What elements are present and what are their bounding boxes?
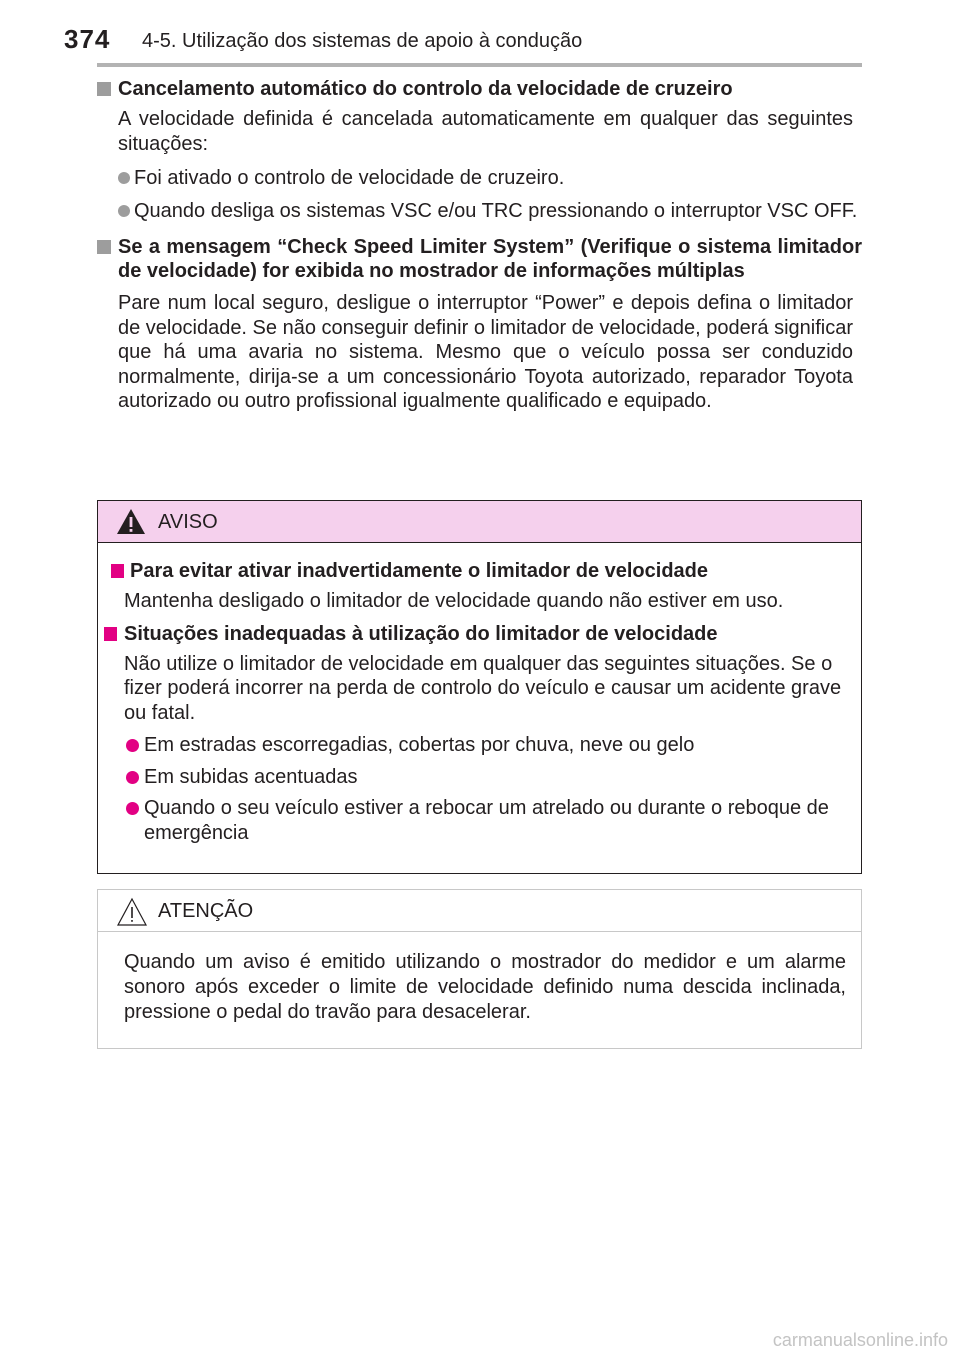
watermark: carmanualsonline.info <box>772 1330 948 1350</box>
warning-list-item-text: Quando o seu veículo estiver a rebocar um atrelado ou durante o reboque de emergência <box>144 797 829 844</box>
caution-box <box>97 889 862 1049</box>
warning-box-header <box>98 501 861 543</box>
warning-list-item-text: Em subidas acentuadas <box>144 765 358 788</box>
page-header <box>0 0 960 68</box>
caution-box-header <box>98 890 861 932</box>
warning-paragraph: Não utilize o limitador de velocidade em qualquer das seguintes situações. Se o fizer poderá incorrer na perda de controlo do veículo e causar um acidente grave ou fatal. <box>124 652 842 724</box>
warning-heading <box>98 622 851 646</box>
warning-list-item-text: Em estradas escorregadias, cobertas por chuva, neve ou gelo <box>144 734 695 756</box>
header-rule <box>97 63 862 67</box>
main-content <box>97 77 862 424</box>
warning-heading <box>98 559 851 583</box>
round-bullet-icon <box>118 172 130 184</box>
list-item-text: Foi ativado o controlo de velocidade de cruzeiro. <box>134 167 565 189</box>
heading-auto-cancel <box>97 77 862 101</box>
caution-paragraph: Quando um aviso é emitido utilizando o mostrador do medidor e um alarme sonoro após exceder o limite de velocidade definido numa descida inclinada, pressione o pedal do travão para desacelerar. <box>124 951 846 1023</box>
round-bullet-icon <box>126 771 139 784</box>
page-number: 374 <box>64 24 111 54</box>
warning-paragraph: Mantenha desligado o limitador de velocidade quando não estiver em uso. <box>124 590 784 612</box>
warning-triangle-icon <box>116 508 146 535</box>
caution-body <box>98 932 861 1025</box>
round-bullet-icon <box>126 802 139 815</box>
heading-check-limiter <box>97 235 862 283</box>
heading-text: Se a mensagem “Check Speed Limiter System” (Verifique o sistema limitador de velocidade) for exibida no mostrador de informações múltiplas <box>118 236 862 282</box>
square-bullet-icon <box>111 564 124 578</box>
square-bullet-icon <box>97 240 111 254</box>
warning-body <box>98 543 861 845</box>
square-bullet-icon <box>104 627 117 641</box>
paragraph: Pare num local seguro, desligue o interruptor “Power” e depois defina o limitador de velocidade. Se não conseguir definir o limitador de velocidade, poderá significar que há uma avaria no sistema. Mesmo que o veículo possa ser conduzido normalmente, dirija-se a um concessionário Toyota autorizado, reparador Toyota autorizado ou outro profissional igualmente qualificado e equipado. <box>118 292 853 412</box>
warning-list-item <box>98 796 854 845</box>
section-title: 4-5. Utilização dos sistemas de apoio à condução <box>142 30 583 52</box>
list-item-text: Quando desliga os sistemas VSC e/ou TRC pressionando o interruptor VSC OFF. <box>134 199 858 222</box>
list-item <box>97 199 858 224</box>
warning-heading-text: Para evitar ativar inadvertidamente o limitador de velocidade <box>130 560 708 582</box>
caution-title: ATENÇÃO <box>158 900 254 922</box>
list-item <box>97 166 858 191</box>
square-bullet-icon <box>97 82 111 96</box>
caution-triangle-icon <box>116 897 148 927</box>
warning-list-item <box>98 765 854 790</box>
warning-title: AVISO <box>158 511 218 533</box>
round-bullet-icon <box>126 739 139 752</box>
paragraph: A velocidade definida é cancelada automaticamente em qualquer das seguintes situações: <box>118 108 853 155</box>
warning-heading-text: Situações inadequadas à utilização do limitador de velocidade <box>124 622 718 645</box>
heading-text: Cancelamento automático do controlo da velocidade de cruzeiro <box>118 78 733 100</box>
warning-list-item <box>98 733 854 758</box>
round-bullet-icon <box>118 205 130 217</box>
warning-box <box>97 500 862 874</box>
